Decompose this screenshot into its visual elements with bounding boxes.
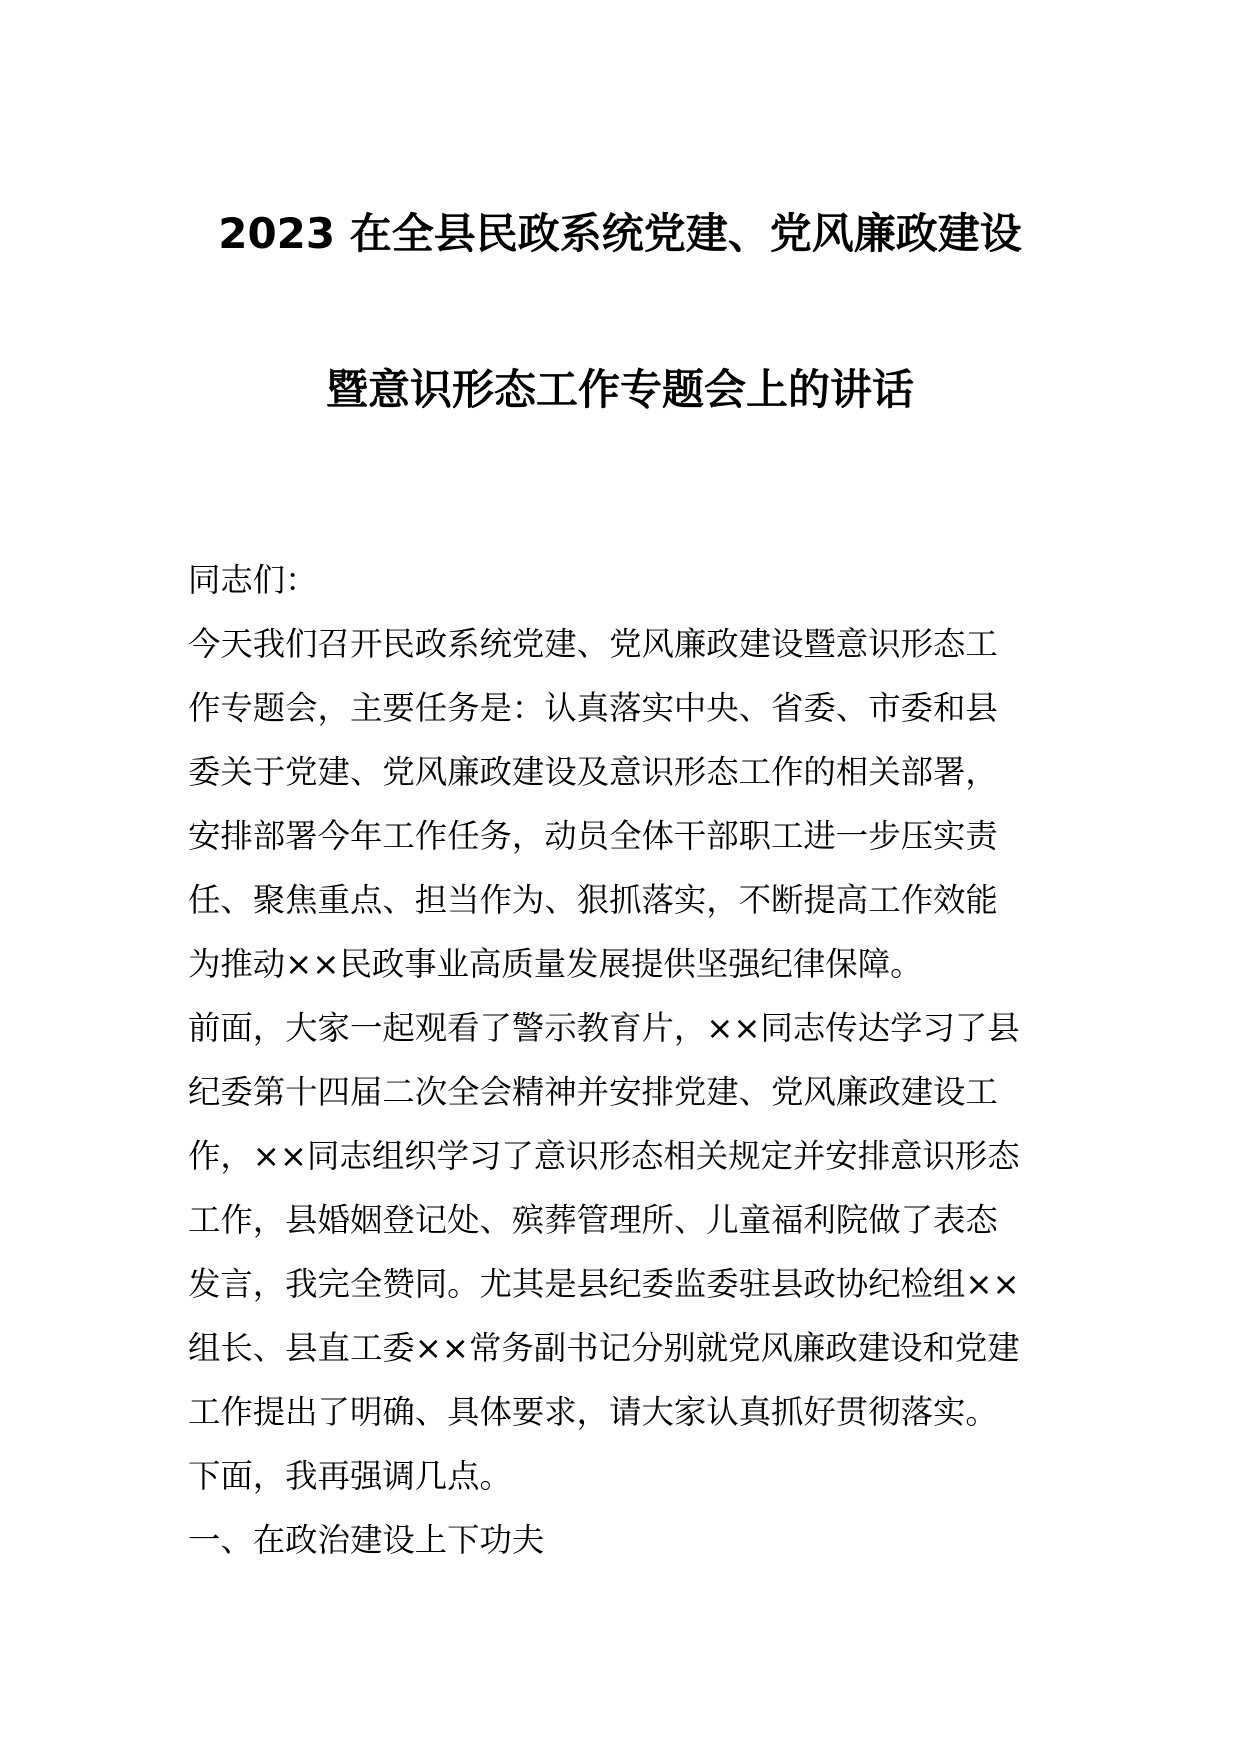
paragraph-line: 今天我们召开民政系统党建、党风廉政建设暨意识形态工: [188, 625, 998, 663]
section-heading: 一、在政治建设上下功夫: [188, 1521, 545, 1559]
paragraph-line: 组长、县直工委××常务副书记分别就党风廉政建设和党建: [188, 1329, 1020, 1367]
paragraph-line: 工作，县婚姻登记处、殡葬管理所、儿童福利院做了表态: [188, 1201, 998, 1239]
paragraph-line: 前面，大家一起观看了警示教育片，××同志传达学习了县: [188, 1009, 1020, 1047]
document-body: [188, 548, 1052, 1572]
paragraph-line: 工作提出了明确、具体要求，请大家认真抓好贯彻落实。: [188, 1393, 998, 1431]
paragraph-line: 任、聚焦重点、担当作为、狠抓落实，不断提高工作效能: [188, 881, 998, 919]
document-title-line-2: 暨意识形态工作专题会上的讲话: [325, 365, 914, 414]
paragraph-line: 作，××同志组织学习了意识形态相关规定并安排意识形态: [188, 1137, 1020, 1175]
paragraph-line: 下面，我再强调几点。: [188, 1457, 512, 1495]
paragraph-line: 委关于党建、党风廉政建设及意识形态工作的相关部署，: [188, 753, 998, 791]
paragraph-line: 纪委第十四届二次全会精神并安排党建、党风廉政建设工: [188, 1073, 998, 1111]
paragraph-line: 安排部署今年工作任务，动员全体干部职工进一步压实责: [188, 817, 998, 855]
paragraph-line: 发言，我完全赞同。尤其是县纪委监委驻县政协纪检组××: [188, 1265, 1020, 1303]
document-title-line-1: 2023 在全县民政系统党建、党风廉政建设: [218, 209, 1022, 258]
paragraph-line: 作专题会，主要任务是：认真落实中央、省委、市委和县: [188, 689, 998, 727]
paragraph-line: 为推动××民政事业高质量发展提供坚强纪律保障。: [188, 945, 923, 983]
salutation: 同志们：: [188, 561, 318, 599]
